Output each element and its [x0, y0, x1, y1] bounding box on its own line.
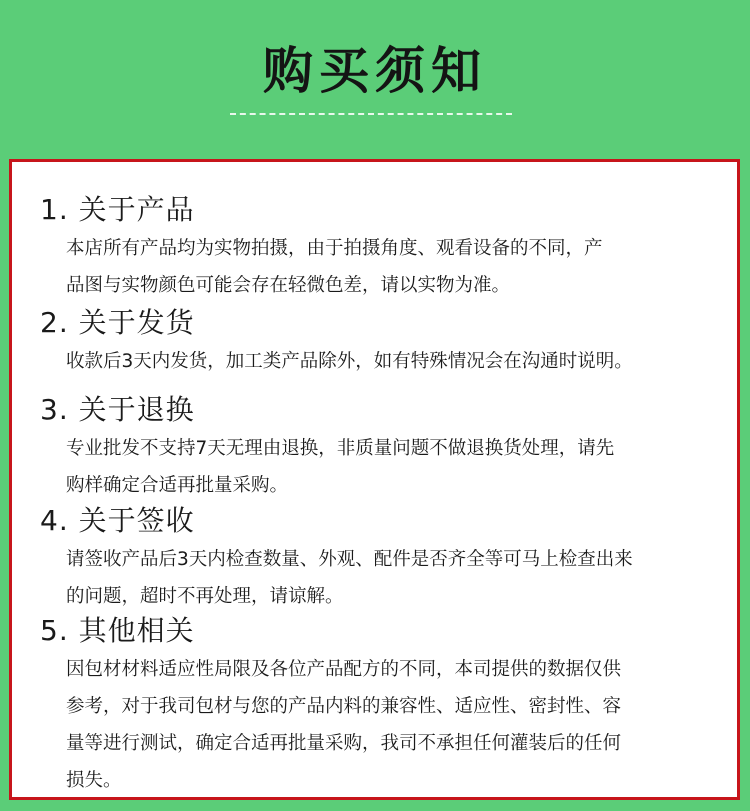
section-other: [40, 611, 710, 799]
body-line: 因包材材料适应性局限及各位产品配方的不同，本司提供的数据仅供: [66, 659, 622, 680]
section-body: [40, 343, 711, 380]
section-shipping: [40, 303, 710, 380]
section-product: [40, 190, 710, 304]
section-heading: 2. 关于发货: [40, 306, 195, 339]
title-divider: [230, 113, 512, 115]
body-line: 量等进行测试，确定合适再批量采购，我司不承担任何灌装后的任何: [66, 733, 622, 754]
notice-panel: [9, 159, 740, 800]
body-line: 损失。: [66, 770, 122, 791]
section-heading: 3. 关于退换: [40, 393, 195, 426]
body-line: 本店所有产品均为实物拍摄，由于拍摄角度、观看设备的不同，产: [66, 238, 603, 259]
section-returns: [40, 390, 710, 504]
page-title: 购买须知: [263, 42, 487, 100]
body-line: 收款后3天内发货，加工类产品除外，如有特殊情况会在沟通时说明。: [66, 351, 633, 372]
section-body: [40, 430, 711, 504]
body-line: 购样确定合适再批量采购。: [66, 475, 289, 496]
header-banner: [0, 0, 750, 160]
body-line: 请签收产品后3天内检查数量、外观、配件是否齐全等可马上检查出来: [66, 549, 633, 570]
body-line: 参考，对于我司包材与您的产品内料的兼容性、适应性、密封性、容: [66, 696, 622, 717]
section-heading: 1. 关于产品: [40, 193, 195, 226]
body-line: 专业批发不支持7天无理由退换，非质量问题不做退换货处理，请先: [66, 438, 615, 459]
section-body: [40, 541, 711, 615]
body-line: 的问题，超时不再处理，请谅解。: [66, 586, 344, 607]
section-heading: 5. 其他相关: [40, 614, 195, 647]
body-line: 品图与实物颜色可能会存在轻微色差，请以实物为准。: [66, 275, 511, 296]
section-body: [40, 230, 711, 304]
section-heading: 4. 关于签收: [40, 504, 195, 537]
section-receipt: [40, 501, 710, 615]
section-body: [40, 651, 711, 799]
